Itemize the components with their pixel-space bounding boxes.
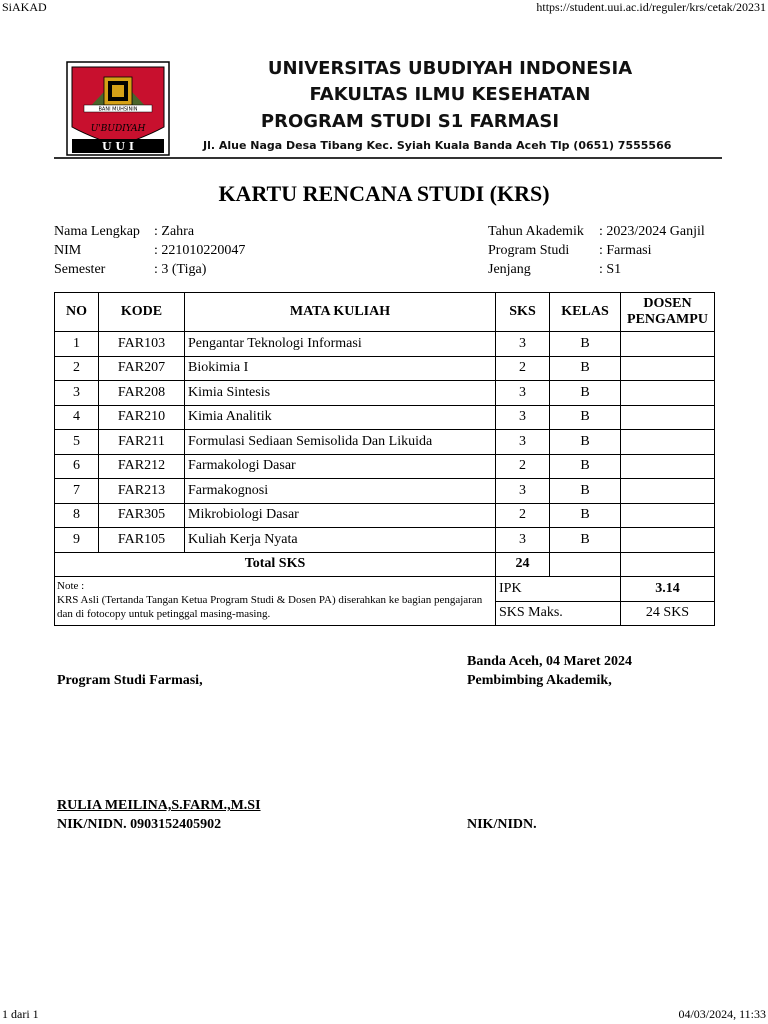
program-head-nik: NIK/NIDN. 0903152405902 — [57, 817, 222, 832]
student-info-right — [488, 222, 705, 279]
cell-sks: 3 — [496, 528, 550, 553]
cell-sks: 2 — [496, 503, 550, 528]
student-info-left — [54, 222, 245, 279]
cell-kelas: B — [550, 430, 621, 455]
cell-mata-kuliah: Kuliah Kerja Nyata — [185, 528, 496, 553]
logo-script-text: U'BUDIYAH — [90, 124, 146, 134]
cell-dosen — [621, 454, 715, 479]
cell-no: 6 — [55, 454, 99, 479]
cell-kelas: B — [550, 503, 621, 528]
level-label: Jenjang — [488, 262, 531, 277]
table-row — [55, 503, 715, 528]
col-sks: SKS — [496, 293, 550, 332]
cell-dosen — [621, 528, 715, 553]
cell-kode: FAR105 — [99, 528, 185, 553]
cell-mata-kuliah: Farmakognosi — [185, 479, 496, 504]
address: Jl. Alue Naga Desa Tibang Kec. Syiah Kuala Banda Aceh Tlp (0651) 7555566 — [203, 139, 672, 152]
cell-dosen — [621, 503, 715, 528]
ipk-row — [55, 577, 715, 602]
col-dosen-line2: PENGAMPU — [627, 312, 708, 327]
nim-label: NIM — [54, 243, 82, 258]
cell-kelas: B — [550, 405, 621, 430]
cell-kelas: B — [550, 381, 621, 406]
sks-max-value: 24 SKS — [621, 601, 715, 626]
cell-kode: FAR305 — [99, 503, 185, 528]
note — [55, 577, 496, 626]
cell-sks: 3 — [496, 430, 550, 455]
col-kelas: KELAS — [550, 293, 621, 332]
page-count: 1 dari 1 — [2, 1007, 39, 1021]
student-nim: : 221010220047 — [154, 243, 246, 258]
cell-sks: 3 — [496, 405, 550, 430]
cell-kelas: B — [550, 454, 621, 479]
table-row — [55, 405, 715, 430]
cell-kelas: B — [550, 356, 621, 381]
name-label: Nama Lengkap — [54, 224, 140, 239]
cell-no: 1 — [55, 332, 99, 357]
cell-kode: FAR103 — [99, 332, 185, 357]
program-label: Program Studi — [488, 243, 570, 258]
document-title: KARTU RENCANA STUDI (KRS) — [218, 181, 550, 206]
cell-dosen — [621, 430, 715, 455]
col-mata-kuliah: MATA KULIAH — [185, 293, 496, 332]
print-time: 04/03/2024, 11:33 — [678, 1007, 766, 1021]
advisor-nik: NIK/NIDN. — [467, 817, 537, 832]
cell-kode: FAR210 — [99, 405, 185, 430]
cell-kode: FAR212 — [99, 454, 185, 479]
browser-tab-title: SiAKAD — [2, 0, 47, 14]
ipk-value: 3.14 — [621, 577, 715, 602]
sks-max-label: SKS Maks. — [496, 601, 621, 626]
cell-no: 5 — [55, 430, 99, 455]
krs-table — [54, 292, 715, 626]
total-label: Total SKS — [55, 552, 496, 577]
faculty-name: FAKULTAS ILMU KESEHATAN — [309, 84, 591, 105]
cell-dosen — [621, 405, 715, 430]
year-label: Tahun Akademik — [488, 224, 584, 239]
cell-kode: FAR211 — [99, 430, 185, 455]
cell-mata-kuliah: Kimia Sintesis — [185, 381, 496, 406]
cell-dosen — [621, 479, 715, 504]
advisor-signature-title: Pembimbing Akademik, — [467, 673, 612, 688]
cell-sks: 3 — [496, 332, 550, 357]
cell-mata-kuliah: Kimia Analitik — [185, 405, 496, 430]
cell-kelas: B — [550, 479, 621, 504]
table-header-row — [55, 293, 715, 332]
university-logo — [66, 61, 170, 156]
cell-kode: FAR213 — [99, 479, 185, 504]
study-level: : S1 — [599, 262, 622, 277]
cell-dosen — [621, 381, 715, 406]
student-semester: : 3 (Tiga) — [154, 262, 207, 277]
cell-sks: 2 — [496, 454, 550, 479]
col-dosen-line1: DOSEN — [643, 296, 692, 311]
cell-mata-kuliah: Farmakologi Dasar — [185, 454, 496, 479]
cell-sks: 2 — [496, 356, 550, 381]
col-no: NO — [55, 293, 99, 332]
table-row — [55, 430, 715, 455]
col-dosen — [621, 293, 715, 332]
total-value: 24 — [496, 552, 550, 577]
table-row — [55, 332, 715, 357]
cell-no: 4 — [55, 405, 99, 430]
cell-kelas: B — [550, 528, 621, 553]
cell-mata-kuliah: Biokimia I — [185, 356, 496, 381]
ipk-label: IPK — [496, 577, 621, 602]
cell-kelas: B — [550, 332, 621, 357]
cell-no: 3 — [55, 381, 99, 406]
cell-sks: 3 — [496, 479, 550, 504]
cell-mata-kuliah: Pengantar Teknologi Informasi — [185, 332, 496, 357]
header-divider — [54, 157, 722, 159]
cell-no: 9 — [55, 528, 99, 553]
program-head-name: RULIA MEILINA,S.FARM.,M.SI — [57, 798, 261, 813]
cell-mata-kuliah: Formulasi Sediaan Semisolida Dan Likuida — [185, 430, 496, 455]
total-row — [55, 552, 715, 577]
table-row — [55, 528, 715, 553]
table-row — [55, 381, 715, 406]
browser-url[interactable]: https://student.uui.ac.id/reguler/krs/cetak/20231 — [536, 0, 766, 14]
table-row — [55, 454, 715, 479]
note-title: Note : — [57, 580, 85, 592]
semester-label: Semester — [54, 262, 106, 277]
logo-banner-text: BANI MUHSININ — [98, 106, 138, 113]
cell-kode: FAR208 — [99, 381, 185, 406]
cell-mata-kuliah: Mikrobiologi Dasar — [185, 503, 496, 528]
cell-dosen — [621, 356, 715, 381]
study-program: : Farmasi — [599, 243, 652, 258]
cell-dosen — [621, 332, 715, 357]
logo-base-text: U U I — [102, 140, 134, 153]
program-signature-title: Program Studi Farmasi, — [57, 673, 203, 688]
cell-no: 7 — [55, 479, 99, 504]
place-date: Banda Aceh, 04 Maret 2024 — [467, 654, 633, 669]
cell-kode: FAR207 — [99, 356, 185, 381]
university-name: UNIVERSITAS UBUDIYAH INDONESIA — [267, 58, 633, 79]
cell-no: 8 — [55, 503, 99, 528]
note-text: KRS Asli (Tertanda Tangan Ketua Program Studi & Dosen PA) diserahkan ke bagian pengajaran dan di fotocopy untuk petinggal masing-masing. — [57, 594, 483, 620]
academic-year: : 2023/2024 Ganjil — [599, 224, 705, 239]
program-name: PROGRAM STUDI S1 FARMASI — [260, 111, 560, 132]
student-name: : Zahra — [154, 224, 195, 239]
cell-no: 2 — [55, 356, 99, 381]
col-kode: KODE — [99, 293, 185, 332]
table-row — [55, 356, 715, 381]
table-row — [55, 479, 715, 504]
cell-sks: 3 — [496, 381, 550, 406]
